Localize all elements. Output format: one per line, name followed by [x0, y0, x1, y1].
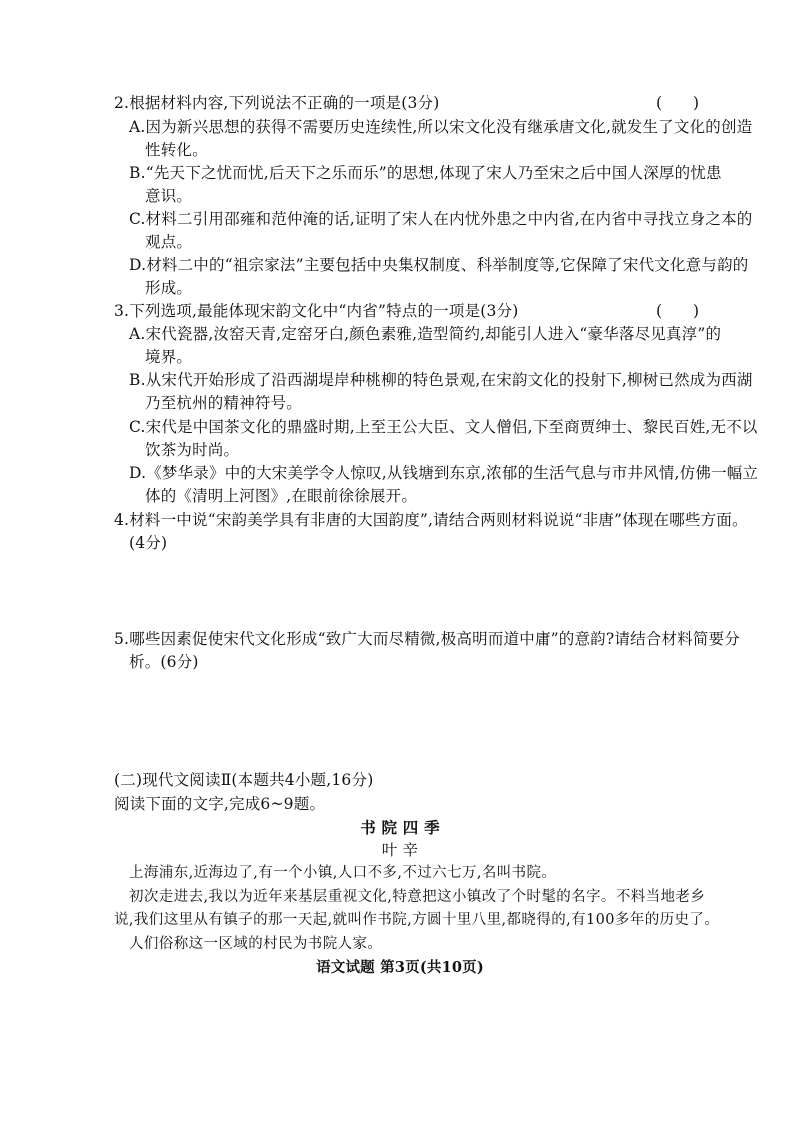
q3-option-c: C.宋代是中国茶文化的鼎盛时期,上至王公大臣、文人僧侣,下至商贾绅士、黎民百姓,无不以	[129, 418, 758, 436]
q2-option-c: C.材料二引用邵雍和范仲淹的话,证明了宋人在内忧外患之中内省,在内省中寻找立身之本的	[129, 210, 753, 228]
q2-option-b-cont: 意识。	[145, 187, 193, 205]
passage-paragraph-3: 人们俗称这一区域的村民为书院人家。	[129, 936, 383, 952]
passage-paragraph-2: 初次走进去,我以为近年来基层重视文化,特意把这小镇改了个时髦的名字。不料当地老乡	[129, 889, 706, 905]
q2-option-d: D.材料二中的“祖宗家法”主要包括中央集权制度、科举制度等,它保障了宋代文化意与韵的	[129, 256, 749, 274]
q3-stem: 3.下列选项,最能体现宋韵文化中“内省”特点的一项是(3分)	[114, 302, 519, 320]
passage-author: 叶 辛	[381, 841, 419, 859]
q2-option-b: B.“先天下之忧而忧,后天下之乐而乐”的思想,体现了宋人乃至宋之后中国人深厚的忧患	[129, 164, 722, 182]
q2-answer-paren: ( )	[656, 94, 700, 112]
q4-stem: 4.材料一中说“宋韵美学具有非唐的大国韵度”,请结合两则材料说说“非唐”体现在哪些方面。	[114, 511, 748, 529]
q3-option-b: B.从宋代开始形成了沿西湖堤岸种桃柳的特色景观,在宋韵文化的投射下,柳树已然成为西湖	[129, 371, 753, 389]
passage-paragraph-2-cont: 说,我们这里从有镇子的那一天起,就叫作书院,方圆十里八里,都晓得的,有100多年的历史了。	[114, 912, 720, 928]
passage-title: 书 院 四 季	[360, 818, 440, 837]
q3-option-a-cont: 境界。	[145, 348, 193, 366]
q2-option-a: A.因为新兴思想的获得不需要历史连续性,所以宋文化没有继承唐文化,就发生了文化的创造	[129, 118, 753, 136]
q2-option-c-cont: 观点。	[145, 233, 193, 251]
q2-option-d-cont: 形成。	[145, 279, 193, 297]
q2-option-a-cont: 性转化。	[145, 141, 208, 159]
q3-option-c-cont: 饮茶为时尚。	[145, 441, 240, 459]
q5-stem-cont: 析。(6分)	[129, 653, 199, 671]
passage-paragraph-1: 上海浦东,近海边了,有一个小镇,人口不多,不过六七万,名叫书院。	[129, 865, 557, 881]
q4-stem-cont: (4分)	[129, 534, 168, 552]
q5-stem: 5.哪些因素促使宋代文化形成“致广大而尽精微,极高明而道中庸”的意韵?请结合材料简要分	[114, 630, 740, 648]
q3-option-a: A.宋代瓷器,汝窑天青,定窑牙白,颜色素雅,造型简约,却能引人进入“豪华落尽见真淳”的	[129, 325, 722, 343]
section-instruction: 阅读下面的文字,完成6~9题。	[114, 795, 326, 813]
page-footer: 语文试题 第3页(共10页)	[316, 959, 484, 976]
q3-option-b-cont: 乃至杭州的精神符号。	[145, 394, 303, 412]
q3-option-d: D.《梦华录》中的大宋美学令人惊叹,从钱塘到东京,浓郁的生活气息与市井风情,仿佛一幅立	[129, 464, 759, 482]
q2-stem: 2.根据材料内容,下列说法不正确的一项是(3分)	[114, 94, 440, 112]
q3-answer-paren: ( )	[656, 302, 700, 320]
section-title: (二)现代文阅读Ⅱ(本题共4小题,16分)	[114, 771, 374, 789]
q3-option-d-cont: 体的《清明上河图》,在眼前徐徐展开。	[145, 487, 418, 505]
